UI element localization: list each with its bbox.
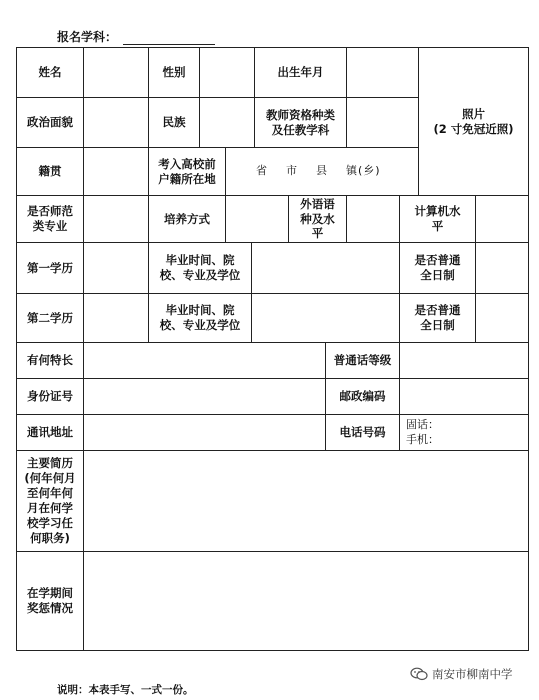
place-town: 镇(乡) bbox=[346, 164, 381, 178]
resume-value[interactable] bbox=[83, 450, 529, 552]
qualification-label: 教师资格种类及任教学科 bbox=[254, 97, 347, 148]
normal-major-value[interactable] bbox=[83, 195, 149, 243]
second-grad-info-label: 毕业时间、院校、专业及学位 bbox=[148, 293, 252, 343]
address-value[interactable] bbox=[83, 414, 326, 451]
specialty-value[interactable] bbox=[83, 342, 326, 379]
place-city: 市 bbox=[286, 164, 298, 178]
photo-label: 照片 bbox=[462, 106, 485, 121]
gender-value[interactable] bbox=[199, 47, 255, 98]
foreign-lang-label: 外语语种及水平 bbox=[288, 195, 347, 243]
subject-label: 报名学科： bbox=[57, 30, 118, 44]
postcode-label: 邮政编码 bbox=[325, 378, 400, 415]
normal-major-label: 是否师范类专业 bbox=[16, 195, 84, 243]
place-county: 县 bbox=[316, 164, 328, 178]
second-full-time-value[interactable] bbox=[475, 293, 529, 343]
address-label: 通讯地址 bbox=[16, 414, 84, 451]
politics-label: 政治面貌 bbox=[16, 97, 84, 148]
hukou-value[interactable] bbox=[225, 147, 419, 196]
first-full-time-label: 是否普通全日制 bbox=[399, 242, 476, 294]
second-full-time-label: 是否普通全日制 bbox=[399, 293, 476, 343]
first-degree-label: 第一学历 bbox=[16, 242, 84, 294]
subject-blank[interactable] bbox=[123, 33, 215, 45]
watermark-text: 南安市柳南中学 bbox=[432, 667, 513, 681]
name-label: 姓名 bbox=[16, 47, 84, 98]
birth-label: 出生年月 bbox=[254, 47, 347, 98]
photo-note: (2 寸免冠近照) bbox=[433, 121, 514, 136]
name-value[interactable] bbox=[83, 47, 149, 98]
awards-label: 在学期间奖惩情况 bbox=[16, 551, 84, 651]
photo-box[interactable] bbox=[418, 47, 529, 196]
ethnicity-value[interactable] bbox=[199, 97, 255, 148]
native-place-value[interactable] bbox=[83, 147, 149, 196]
resume-label: 主要简历(何年何月至何年何月在何学校学习任何职务) bbox=[16, 450, 84, 552]
birth-value[interactable] bbox=[346, 47, 419, 98]
phone-label: 电话号码 bbox=[325, 414, 400, 451]
qualification-value[interactable] bbox=[346, 97, 419, 148]
id-number-label: 身份证号 bbox=[16, 378, 84, 415]
mandarin-value[interactable] bbox=[399, 342, 529, 379]
gender-label: 性别 bbox=[148, 47, 200, 98]
place-province: 省 bbox=[256, 164, 268, 178]
training-mode-value[interactable] bbox=[225, 195, 289, 243]
computer-label: 计算机水平 bbox=[399, 195, 476, 243]
second-grad-info-value[interactable] bbox=[251, 293, 400, 343]
computer-value[interactable] bbox=[475, 195, 529, 243]
first-grad-info-value[interactable] bbox=[251, 242, 400, 294]
subject-line bbox=[57, 28, 215, 45]
postcode-value[interactable] bbox=[399, 378, 529, 415]
politics-value[interactable] bbox=[83, 97, 149, 148]
hukou-label: 考入高校前户籍所在地 bbox=[148, 147, 226, 196]
first-full-time-value[interactable] bbox=[475, 242, 529, 294]
first-grad-info-label: 毕业时间、院校、专业及学位 bbox=[148, 242, 252, 294]
awards-value[interactable] bbox=[83, 551, 529, 651]
landline-label: 固话： bbox=[406, 418, 439, 432]
watermark bbox=[410, 666, 513, 682]
training-mode-label: 培养方式 bbox=[148, 195, 226, 243]
first-degree-value[interactable] bbox=[83, 242, 149, 294]
phone-value[interactable] bbox=[399, 414, 529, 451]
ethnicity-label: 民族 bbox=[148, 97, 200, 148]
foreign-lang-value[interactable] bbox=[346, 195, 400, 243]
mandarin-label: 普通话等级 bbox=[325, 342, 400, 379]
second-degree-label: 第二学历 bbox=[16, 293, 84, 343]
wechat-icon bbox=[410, 667, 428, 681]
native-place-label: 籍贯 bbox=[16, 147, 84, 196]
mobile-label: 手机： bbox=[406, 432, 439, 446]
footnote: 说明：本表手写、一式一份。 bbox=[57, 684, 194, 696]
second-degree-value[interactable] bbox=[83, 293, 149, 343]
specialty-label: 有何特长 bbox=[16, 342, 84, 379]
id-number-value[interactable] bbox=[83, 378, 326, 415]
